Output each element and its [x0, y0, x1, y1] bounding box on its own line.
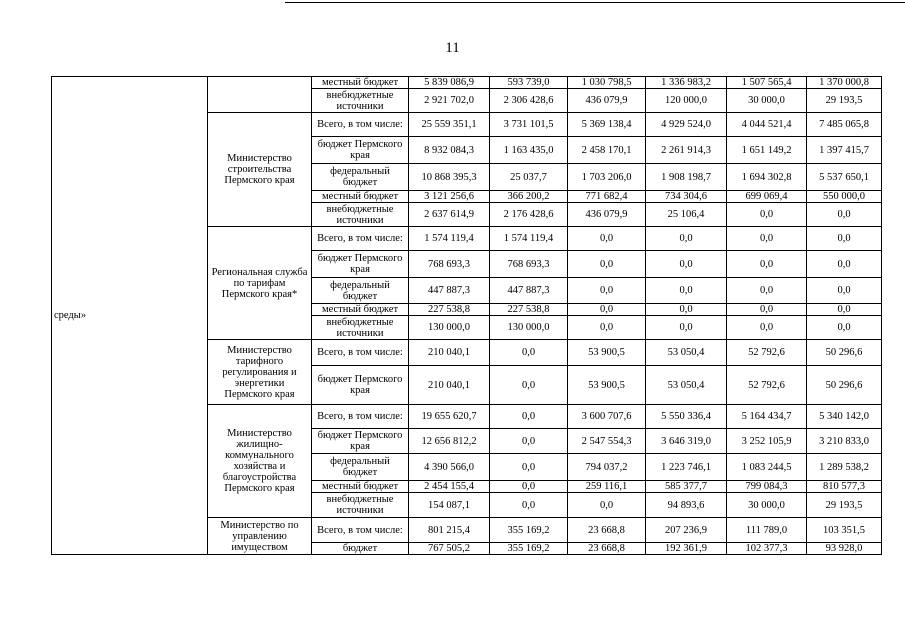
amount-cell: 2 176 428,6 [490, 203, 568, 227]
amount-cell: 30 000,0 [727, 89, 807, 113]
funding-source-cell: федеральный бюджет [312, 278, 409, 304]
amount-cell: 355 169,2 [490, 518, 568, 543]
top-rule [285, 2, 905, 3]
amount-cell: 30 000,0 [727, 493, 807, 518]
amount-cell: 0,0 [490, 454, 568, 481]
amount-cell: 2 547 554,3 [568, 429, 646, 454]
amount-cell: 0,0 [807, 304, 882, 316]
amount-cell: 5 537 650,1 [807, 164, 882, 191]
executor-cell: Министерство жилищно-коммунального хозяйства и благоустройства Пермского края [208, 405, 312, 518]
amount-cell: 0,0 [490, 340, 568, 366]
amount-cell: 585 377,7 [646, 481, 727, 493]
amount-cell: 154 087,1 [409, 493, 490, 518]
amount-cell: 0,0 [727, 278, 807, 304]
amount-cell: 10 868 395,3 [409, 164, 490, 191]
amount-cell: 1 289 538,2 [807, 454, 882, 481]
budget-table-body [52, 77, 882, 555]
amount-cell: 0,0 [490, 493, 568, 518]
executor-cell: Министерство тарифного регулирования и энергетики Пермского края [208, 340, 312, 405]
amount-cell: 355 169,2 [490, 543, 568, 555]
amount-cell: 0,0 [807, 227, 882, 251]
amount-cell: 192 361,9 [646, 543, 727, 555]
amount-cell: 0,0 [646, 304, 727, 316]
amount-cell: 25 559 351,1 [409, 113, 490, 137]
amount-cell: 0,0 [807, 203, 882, 227]
executor-cell [208, 77, 312, 113]
amount-cell: 1 370 000,8 [807, 77, 882, 89]
budget-table [51, 76, 882, 555]
executor-cell: Министерство по управлению имуществом [208, 518, 312, 555]
funding-source-cell: Всего, в том числе: [312, 340, 409, 366]
funding-source-cell: внебюджетные источники [312, 316, 409, 340]
amount-cell: 810 577,3 [807, 481, 882, 493]
executor-cell: Региональная служба по тарифам Пермского края* [208, 227, 312, 340]
amount-cell: 29 193,5 [807, 89, 882, 113]
funding-source-cell: Всего, в том числе: [312, 227, 409, 251]
amount-cell: 207 236,9 [646, 518, 727, 543]
amount-cell: 0,0 [727, 304, 807, 316]
amount-cell: 1 336 983,2 [646, 77, 727, 89]
funding-source-cell: местный бюджет [312, 191, 409, 203]
amount-cell: 0,0 [568, 316, 646, 340]
amount-cell: 0,0 [568, 278, 646, 304]
amount-cell: 734 304,6 [646, 191, 727, 203]
amount-cell: 5 369 138,4 [568, 113, 646, 137]
amount-cell: 767 505,2 [409, 543, 490, 555]
funding-source-cell: Всего, в том числе: [312, 405, 409, 429]
amount-cell: 23 668,8 [568, 518, 646, 543]
amount-cell: 7 485 065,8 [807, 113, 882, 137]
amount-cell: 0,0 [568, 304, 646, 316]
funding-source-cell: местный бюджет [312, 77, 409, 89]
amount-cell: 5 340 142,0 [807, 405, 882, 429]
amount-cell: 4 929 524,0 [646, 113, 727, 137]
amount-cell: 1 163 435,0 [490, 137, 568, 164]
amount-cell: 130 000,0 [490, 316, 568, 340]
amount-cell: 1 703 206,0 [568, 164, 646, 191]
amount-cell: 5 164 434,7 [727, 405, 807, 429]
amount-cell: 771 682,4 [568, 191, 646, 203]
funding-source-cell: Всего, в том числе: [312, 518, 409, 543]
amount-cell: 50 296,6 [807, 366, 882, 405]
amount-cell: 0,0 [807, 316, 882, 340]
funding-source-cell: бюджет Пермского края [312, 429, 409, 454]
amount-cell: 53 900,5 [568, 340, 646, 366]
amount-cell: 0,0 [646, 278, 727, 304]
amount-cell: 53 050,4 [646, 340, 727, 366]
amount-cell: 2 458 170,1 [568, 137, 646, 164]
amount-cell: 768 693,3 [490, 251, 568, 278]
amount-cell: 12 656 812,2 [409, 429, 490, 454]
amount-cell: 0,0 [807, 278, 882, 304]
amount-cell: 5 839 086,9 [409, 77, 490, 89]
amount-cell: 5 550 336,4 [646, 405, 727, 429]
amount-cell: 53 900,5 [568, 366, 646, 405]
amount-cell: 0,0 [727, 203, 807, 227]
amount-cell: 1 574 119,4 [490, 227, 568, 251]
amount-cell: 794 037,2 [568, 454, 646, 481]
amount-cell: 52 792,6 [727, 340, 807, 366]
amount-cell: 4 044 521,4 [727, 113, 807, 137]
amount-cell: 2 306 428,6 [490, 89, 568, 113]
amount-cell: 1 507 565,4 [727, 77, 807, 89]
amount-cell: 699 069,4 [727, 191, 807, 203]
amount-cell: 53 050,4 [646, 366, 727, 405]
amount-cell: 1 030 798,5 [568, 77, 646, 89]
program-cell: среды» [52, 77, 208, 555]
amount-cell: 2 261 914,3 [646, 137, 727, 164]
funding-source-cell: внебюджетные источники [312, 89, 409, 113]
amount-cell: 0,0 [807, 251, 882, 278]
amount-cell: 447 887,3 [409, 278, 490, 304]
amount-cell: 436 079,9 [568, 89, 646, 113]
amount-cell: 3 121 256,6 [409, 191, 490, 203]
amount-cell: 593 739,0 [490, 77, 568, 89]
table-row [52, 77, 882, 89]
amount-cell: 0,0 [490, 366, 568, 405]
amount-cell: 3 252 105,9 [727, 429, 807, 454]
amount-cell: 1 083 244,5 [727, 454, 807, 481]
amount-cell: 1 397 415,7 [807, 137, 882, 164]
amount-cell: 259 116,1 [568, 481, 646, 493]
amount-cell: 4 390 566,0 [409, 454, 490, 481]
amount-cell: 0,0 [490, 481, 568, 493]
amount-cell: 447 887,3 [490, 278, 568, 304]
amount-cell: 210 040,1 [409, 366, 490, 405]
amount-cell: 0,0 [568, 493, 646, 518]
amount-cell: 227 538,8 [409, 304, 490, 316]
amount-cell: 3 646 319,0 [646, 429, 727, 454]
amount-cell: 23 668,8 [568, 543, 646, 555]
amount-cell: 120 000,0 [646, 89, 727, 113]
amount-cell: 1 651 149,2 [727, 137, 807, 164]
funding-source-cell: внебюджетные источники [312, 203, 409, 227]
executor-cell: Министерство строительства Пермского края [208, 113, 312, 227]
amount-cell: 52 792,6 [727, 366, 807, 405]
funding-source-cell: бюджет Пермского края [312, 251, 409, 278]
amount-cell: 2 921 702,0 [409, 89, 490, 113]
funding-source-cell: бюджет Пермского края [312, 366, 409, 405]
amount-cell: 0,0 [727, 251, 807, 278]
amount-cell: 0,0 [490, 405, 568, 429]
amount-cell: 366 200,2 [490, 191, 568, 203]
amount-cell: 3 731 101,5 [490, 113, 568, 137]
amount-cell: 0,0 [646, 251, 727, 278]
amount-cell: 130 000,0 [409, 316, 490, 340]
amount-cell: 2 454 155,4 [409, 481, 490, 493]
amount-cell: 0,0 [568, 227, 646, 251]
funding-source-cell: бюджет [312, 543, 409, 555]
amount-cell: 0,0 [646, 316, 727, 340]
amount-cell: 29 193,5 [807, 493, 882, 518]
amount-cell: 3 600 707,6 [568, 405, 646, 429]
amount-cell: 227 538,8 [490, 304, 568, 316]
amount-cell: 550 000,0 [807, 191, 882, 203]
amount-cell: 94 893,6 [646, 493, 727, 518]
amount-cell: 1 908 198,7 [646, 164, 727, 191]
amount-cell: 3 210 833,0 [807, 429, 882, 454]
amount-cell: 1 223 746,1 [646, 454, 727, 481]
funding-source-cell: местный бюджет [312, 481, 409, 493]
amount-cell: 1 574 119,4 [409, 227, 490, 251]
amount-cell: 799 084,3 [727, 481, 807, 493]
amount-cell: 19 655 620,7 [409, 405, 490, 429]
amount-cell: 2 637 614,9 [409, 203, 490, 227]
amount-cell: 436 079,9 [568, 203, 646, 227]
amount-cell: 0,0 [646, 227, 727, 251]
amount-cell: 0,0 [568, 251, 646, 278]
amount-cell: 0,0 [727, 227, 807, 251]
amount-cell: 1 694 302,8 [727, 164, 807, 191]
funding-source-cell: федеральный бюджет [312, 454, 409, 481]
amount-cell: 102 377,3 [727, 543, 807, 555]
funding-source-cell: федеральный бюджет [312, 164, 409, 191]
amount-cell: 0,0 [727, 316, 807, 340]
amount-cell: 93 928,0 [807, 543, 882, 555]
amount-cell: 25 106,4 [646, 203, 727, 227]
funding-source-cell: Всего, в том числе: [312, 113, 409, 137]
amount-cell: 801 215,4 [409, 518, 490, 543]
page-number: 11 [445, 40, 460, 56]
amount-cell: 8 932 084,3 [409, 137, 490, 164]
funding-source-cell: местный бюджет [312, 304, 409, 316]
amount-cell: 210 040,1 [409, 340, 490, 366]
funding-source-cell: бюджет Пермского края [312, 137, 409, 164]
amount-cell: 25 037,7 [490, 164, 568, 191]
funding-source-cell: внебюджетные источники [312, 493, 409, 518]
amount-cell: 103 351,5 [807, 518, 882, 543]
amount-cell: 0,0 [490, 429, 568, 454]
amount-cell: 50 296,6 [807, 340, 882, 366]
amount-cell: 111 789,0 [727, 518, 807, 543]
amount-cell: 768 693,3 [409, 251, 490, 278]
